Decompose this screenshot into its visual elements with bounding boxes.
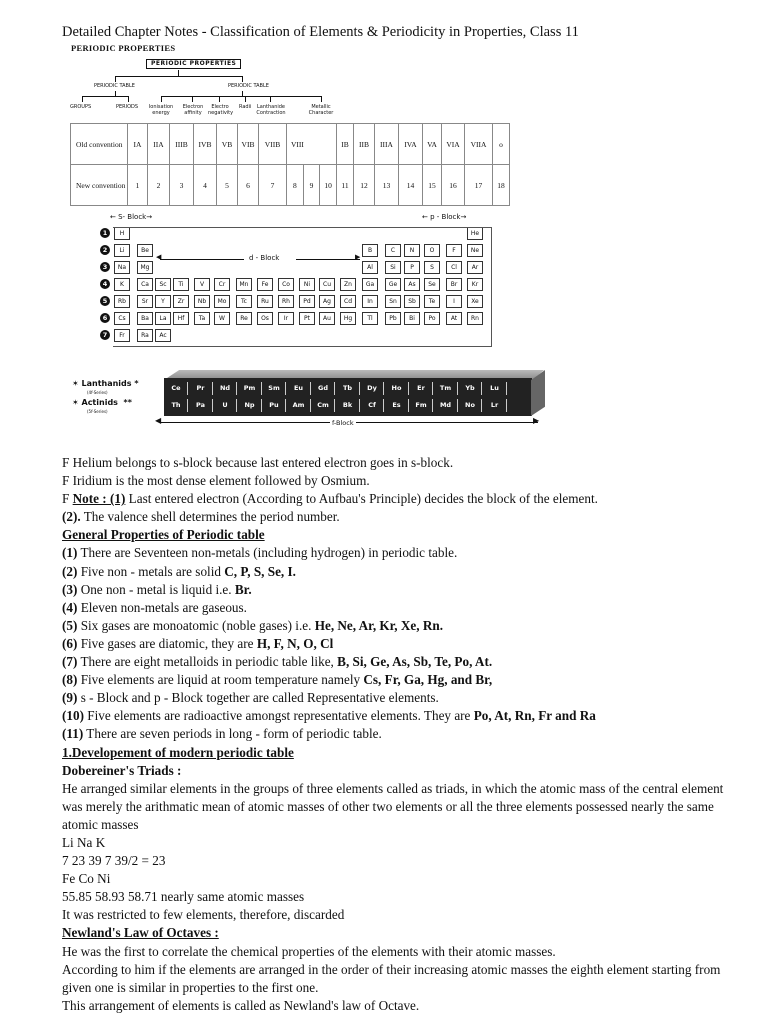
dobereiner-heading: Dobereiner's Triads : [62, 762, 182, 778]
tree-root: PERIODIC PROPERTIES [146, 59, 241, 69]
element-cell: Y [155, 295, 171, 308]
element-cell: Mg [137, 261, 153, 274]
element-cell: Rb [114, 295, 130, 308]
element-cell: Li [114, 244, 130, 257]
period-number: 1 [100, 228, 110, 238]
actinide-cell: U [214, 399, 237, 412]
lanthanide-cell: Nd [214, 382, 237, 395]
f-block-label: f-Block [332, 419, 354, 427]
new-group-cell: 5 [217, 165, 238, 206]
element-cell: Ca [137, 278, 153, 291]
old-group-cell: VIII [287, 124, 337, 165]
d-block-arrow: ▶ [355, 253, 361, 261]
element-cell: Co [278, 278, 294, 291]
element-cell: Br [446, 278, 462, 291]
period-number: 3 [100, 262, 110, 272]
element-cell: Ge [385, 278, 401, 291]
element-cell: Be [137, 244, 153, 257]
newland-line-2: According to him if the elements are arranged in the order of their increasing atomic masses the eighth element starting from given one is similar in properties to the first one. [62, 961, 721, 995]
old-group-cell: VIIA [465, 124, 493, 165]
new-group-cell: 12 [354, 165, 375, 206]
lanthanide-cell: Tm [435, 382, 458, 395]
period-number: 5 [100, 296, 110, 306]
element-cell: Ru [257, 295, 273, 308]
old-group-cell: IA [128, 124, 148, 165]
element-cell: La [155, 312, 171, 325]
general-property-item: (1) There are Seventeen non-metals (including hydrogen) in periodic table. [62, 545, 458, 561]
newland-line-1: He was the first to correlate the chemical properties of the elements with their atomic masses. [62, 943, 556, 959]
new-group-cell: 13 [375, 165, 399, 206]
element-cell: Tl [362, 312, 378, 325]
tree-leaf-groups: GROUPS [70, 104, 92, 110]
element-cell: Se [424, 278, 440, 291]
new-group-cell: 15 [423, 165, 442, 206]
new-group-cell: 10 [320, 165, 337, 206]
actinide-cell: Md [435, 399, 458, 412]
new-group-cell: 1 [128, 165, 148, 206]
old-group-cell: VA [423, 124, 442, 165]
actinide-cell: Lr [484, 399, 507, 412]
notes-content [62, 454, 742, 1015]
old-group-cell: VIA [442, 124, 465, 165]
new-convention-label: New convention [71, 165, 128, 206]
tree-left-branch: PERIODIC TABLE [94, 83, 135, 89]
restricted-note: It was restricted to few elements, therefore, discarded [62, 907, 345, 923]
element-cell: At [446, 312, 462, 325]
element-cell: Cd [340, 295, 356, 308]
period-number: 4 [100, 279, 110, 289]
element-cell: O [424, 244, 440, 257]
element-cell: Tc [236, 295, 252, 308]
periodic-properties-tree [62, 58, 392, 120]
element-cell: Re [236, 312, 252, 325]
element-cell: Cs [114, 312, 130, 325]
f-block-arrow-left: ◀ [155, 416, 162, 425]
element-cell: Ni [299, 278, 315, 291]
new-group-cell: 4 [194, 165, 217, 206]
newland-line-3: This arrangement of elements is called as Newland's law of Octave. [62, 997, 420, 1013]
triad-2-calc: 55.85 58.93 58.71 nearly same atomic masses [62, 889, 305, 905]
element-cell: C [385, 244, 401, 257]
periodic-table-top-line [113, 227, 491, 228]
general-property-item: (3) One non - metal is liquid i.e. Br. [62, 581, 252, 597]
lanthanides-label: ✶ Lanthanids * [72, 379, 139, 388]
element-cell: Nb [194, 295, 210, 308]
lanthanide-cell: Lu [484, 382, 507, 395]
element-cell: Bi [404, 312, 420, 325]
element-cell: Pd [299, 295, 315, 308]
lanthanide-cell: Pr [190, 382, 213, 395]
element-cell: In [362, 295, 378, 308]
element-cell: Xe [467, 295, 483, 308]
lanthanide-cell: Tb [337, 382, 360, 395]
element-cell: F [446, 244, 462, 257]
new-group-cell: 11 [337, 165, 354, 206]
actinide-cell: Am [288, 399, 311, 412]
element-cell: Po [424, 312, 440, 325]
element-cell: K [114, 278, 130, 291]
element-cell: Sr [137, 295, 153, 308]
new-group-cell: 18 [493, 165, 510, 206]
actinide-cell: Bk [337, 399, 360, 412]
actinide-cell: Th [165, 399, 188, 412]
period-number: 2 [100, 245, 110, 255]
lanthanide-cell: Ce [165, 382, 188, 395]
actinide-cell: Pu [263, 399, 286, 412]
element-cell: Ti [173, 278, 189, 291]
old-group-cell: VB [217, 124, 238, 165]
triad-1: Li Na K [62, 834, 106, 850]
page-title: Detailed Chapter Notes - Classification of Elements & Periodicity in Properties, Class 11 [62, 24, 579, 40]
d-block-label: d - Block [249, 254, 280, 262]
new-group-cell: 3 [170, 165, 194, 206]
element-cell: Mn [236, 278, 252, 291]
element-cell: Hg [340, 312, 356, 325]
old-group-cell: IIA [148, 124, 170, 165]
new-group-cell: 9 [303, 165, 320, 206]
general-property-item: (7) There are eight metalloids in periodic table like, B, Si, Ge, As, Sb, Te, Po, At. [62, 654, 493, 670]
general-property-item: (6) Five gases are diatomic, they are H, F, N, O, Cl [62, 635, 334, 651]
tree-leaf-electron-affinity: Electron affinity [182, 104, 204, 116]
element-cell: Sc [155, 278, 171, 291]
old-group-cell: o [493, 124, 510, 165]
general-property-item: (10) Five elements are radioactive amongst representative elements. They are Po, At, Rn, Fr and Ra [62, 708, 596, 724]
element-cell: Pt [299, 312, 315, 325]
element-cell: Te [424, 295, 440, 308]
element-cell: Ta [194, 312, 210, 325]
element-cell: Hf [173, 312, 189, 325]
actinide-cell: Fm [410, 399, 433, 412]
s-block-label: ← S- Block→ [110, 213, 153, 221]
note-block: F Note : (1) Last entered electron (According to Aufbau's Principle) decides the block of the element. [62, 491, 598, 507]
element-cell: W [214, 312, 230, 325]
lanthanides-sub: (4f-Series) [87, 390, 108, 395]
general-property-item: (2) Five non - metals are solid C, P, S, Se, I. [62, 563, 296, 579]
general-heading: General Properties of Periodic table [62, 527, 265, 543]
convention-table [70, 123, 510, 206]
element-cell: Kr [467, 278, 483, 291]
actinide-cell: Cf [361, 399, 384, 412]
element-cell: Si [385, 261, 401, 274]
element-cell: Ga [362, 278, 378, 291]
element-cell: Fr [114, 329, 130, 342]
triad-1-calc: 7 23 39 7 39/2 = 23 [62, 853, 166, 869]
note-helium: F Helium belongs to s-block because last entered electron goes in s-block. [62, 455, 454, 470]
old-group-cell: IVA [399, 124, 423, 165]
element-cell: Ba [137, 312, 153, 325]
element-cell: Ir [278, 312, 294, 325]
tree-leaf-lanthanide-contraction: Lanthanide Contraction [256, 104, 286, 116]
old-group-cell: IIIA [375, 124, 399, 165]
tree-leaf-electronegativity: Electro negativity [208, 104, 234, 116]
old-group-cell: VIIB [259, 124, 287, 165]
element-cell: I [446, 295, 462, 308]
general-property-item: (8) Five elements are liquid at room temperature namely Cs, Fr, Ga, Hg, and Br, [62, 672, 493, 688]
new-group-cell: 8 [287, 165, 304, 206]
dobereiner-text: He arranged similar elements in the groups of three elements called as triads, in which the atomic mass of the central element was merely the arithmatic mean of atomic masses of other two elements or all the three elements possessed nearly the same atomic masses [62, 780, 724, 832]
general-property-item: (4) Eleven non-metals are gaseous. [62, 599, 247, 615]
element-cell: Zr [173, 295, 189, 308]
element-cell: Sb [404, 295, 420, 308]
note-iridium: F Iridium is the most dense element followed by Osmium. [62, 473, 370, 489]
element-cell: S [424, 261, 440, 274]
old-group-cell: IIIB [170, 124, 194, 165]
element-cell: V [194, 278, 210, 291]
triad-2: Fe Co Ni [62, 871, 111, 887]
element-cell: Mo [214, 295, 230, 308]
lanthanide-cell: Ho [386, 382, 409, 395]
development-heading: 1.Developement of modern periodic table [62, 744, 294, 760]
actinide-cell: Es [386, 399, 409, 412]
element-cell: Ar [467, 261, 483, 274]
element-cell: Al [362, 261, 378, 274]
element-cell: B [362, 244, 378, 257]
element-cell: Ne [467, 244, 483, 257]
actinides-label: ✶ Actinids ** [72, 398, 132, 407]
newland-heading: Newland's Law of Octaves : [62, 925, 219, 941]
note-period: (2). The valence shell determines the period number. [62, 509, 340, 525]
tree-leaf-ionisation: Ionisation energy [148, 104, 174, 116]
element-cell: Sn [385, 295, 401, 308]
lanthanide-cell: Pm [239, 382, 262, 395]
new-group-cell: 6 [238, 165, 259, 206]
p-block-label: ← p - Block→ [422, 213, 467, 221]
element-cell: H [114, 227, 130, 240]
d-block-label: ◀ [156, 253, 162, 261]
element-cell: Ag [319, 295, 335, 308]
lanthanide-cell: Gd [312, 382, 335, 395]
period-number: 6 [100, 313, 110, 323]
element-cell: Cr [214, 278, 230, 291]
element-cell: P [404, 261, 420, 274]
element-cell: Cu [319, 278, 335, 291]
new-group-cell: 14 [399, 165, 423, 206]
lanthanide-cell: Dy [361, 382, 384, 395]
element-cell: Pb [385, 312, 401, 325]
tree-right-branch: PERIODIC TABLE [228, 83, 269, 89]
element-cell: As [404, 278, 420, 291]
element-cell: Fe [257, 278, 273, 291]
new-group-cell: 17 [465, 165, 493, 206]
old-group-cell: IIB [354, 124, 375, 165]
periodic-properties-label: PERIODIC PROPERTIES [71, 43, 176, 53]
lanthanide-cell: Yb [459, 382, 482, 395]
actinide-cell: Cm [312, 399, 335, 412]
actinide-cell: Pa [190, 399, 213, 412]
new-group-cell: 2 [148, 165, 170, 206]
f-block-arrow-right: ▶ [533, 416, 540, 425]
tree-leaf-radii: Radii [239, 104, 252, 110]
actinide-cell: Np [239, 399, 262, 412]
element-cell: Rn [467, 312, 483, 325]
element-cell: He [467, 227, 483, 240]
lanthanide-cell: Sm [263, 382, 286, 395]
element-cell: Os [257, 312, 273, 325]
element-cell: Rh [278, 295, 294, 308]
period-number: 7 [100, 330, 110, 340]
element-cell: Cl [446, 261, 462, 274]
element-cell: Au [319, 312, 335, 325]
element-cell: Ra [137, 329, 153, 342]
general-property-item: (5) Six gases are monoatomic (noble gases) i.e. He, Ne, Ar, Kr, Xe, Rn. [62, 617, 444, 633]
new-group-cell: 16 [442, 165, 465, 206]
actinides-sub: (5f-Series) [87, 409, 108, 414]
old-group-cell: IVB [194, 124, 217, 165]
element-cell: Zn [340, 278, 356, 291]
element-cell: Na [114, 261, 130, 274]
general-property-item: (9) s - Block and p - Block together are called Representative elements. [62, 690, 439, 706]
element-cell: Ac [155, 329, 171, 342]
actinide-cell: No [459, 399, 482, 412]
tree-leaf-periods: PERIODS [116, 104, 139, 110]
general-property-item: (11) There are seven periods in long - form of periodic table. [62, 726, 382, 742]
element-cell: N [404, 244, 420, 257]
old-group-cell: IB [337, 124, 354, 165]
lanthanide-cell: Er [410, 382, 433, 395]
old-group-cell: VIB [238, 124, 259, 165]
new-group-cell: 7 [259, 165, 287, 206]
tree-leaf-metallic-character: Metallic Character [308, 104, 334, 116]
lanthanide-cell: Eu [288, 382, 311, 395]
old-convention-label: Old convention [71, 124, 128, 165]
